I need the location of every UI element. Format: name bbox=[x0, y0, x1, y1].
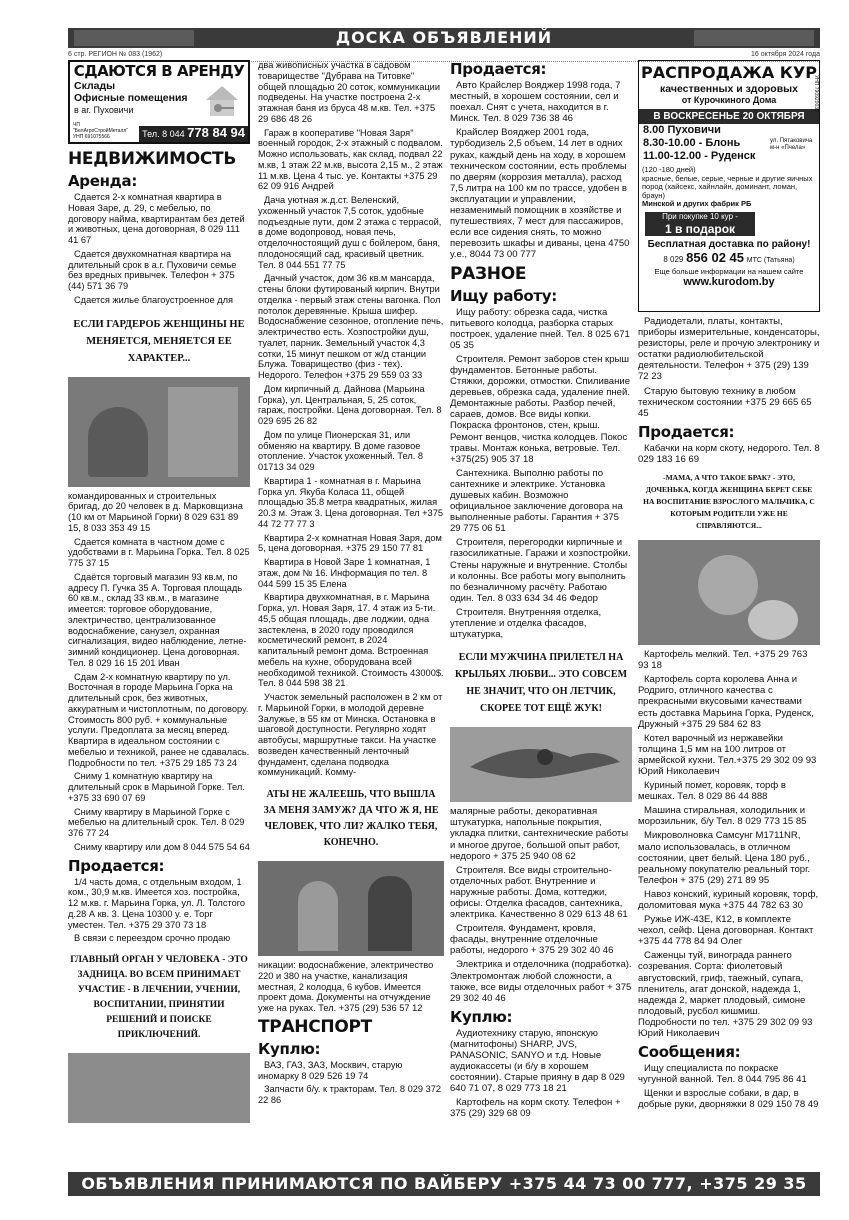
chicken-ad-phone: 856 02 45 bbox=[686, 249, 744, 265]
column-4 bbox=[638, 60, 820, 1138]
ad-item: Радиодетали, платы, контакты, приборы измерительные, конденсаторы, резисторы, реле и прочую электронику и остатки радиолюбительской деятельности. Телефон + 375 (29) 139 72 23 bbox=[638, 316, 820, 383]
chicken-ad-gift: 1 в подарок bbox=[664, 221, 736, 236]
promo-quote: ЕСЛИ ГАРДЕРОБ ЖЕНЩИНЫ НЕ МЕНЯЕТСЯ, МЕНЯЕТСЯ ЕЕ ХАРАКТЕР... bbox=[73, 318, 245, 364]
issue-number: 6 стр. РЕГИОН № 083 (1962) bbox=[68, 51, 163, 58]
ad-item: Сдается комната в частном доме с удобствами в г. Марьина Горка. Тел. 8 025 775 37 15 bbox=[68, 536, 250, 568]
ad-item: Ищу специалиста по покраске чугунной ванной. Тел. 8 044 795 86 41 bbox=[638, 1063, 807, 1086]
photo-mother-baby bbox=[638, 540, 820, 645]
ad-item: 1/4 часть дома, с отдельным входом, 1 ком., 30,9 м.кв. Имеется хоз. постройка, 12 м.кв. г. Марьина Горка, ул. Л. Толстого д.28 А кв. 3. Цена 10300 у. е. Торг уместен. Тел. +375 29 370 73 18 bbox=[68, 876, 246, 930]
chicken-ad-phone-prefix: 8 029 bbox=[663, 254, 684, 264]
section-title: ДОСКА ОБЪЯВЛЕНИЙ bbox=[68, 28, 820, 48]
ad-item: Крайслер Вояджер 2001 года, турбодизель 2,5 объем, 14 лет в одних руках, каждый день на ходу, в хорошем техническом состоянии, есть проблемы по дверям (коррозия металла), расход 7,5 литра на 100 км по трассе, удобен в эксплуатации и управлении, незаменимый помощник в хозяйстве и путешествиях, 7 мест для пассажиров, если все сидения снять, то можно перевозить шкафы и диваны, цена 4750 у.е., 8044 73 00 777 bbox=[450, 127, 630, 261]
chicken-ad-subtitle: качественных и здоровых bbox=[660, 83, 798, 95]
ad-item: Саженцы туй, винограда раннего созревания. Сорта: фиолетовый августовский, гриф, таежный, супага, пленитель, агат донской, надежда 1, надежда 2, маркет плодовый, симоне плодовый, русбол кишмиш. Подробности по тел. +375 29 302 09 93 Юрий Николаевич bbox=[638, 950, 813, 1040]
promo-quote: ГЛАВНЫЙ ОРГАН У ЧЕЛОВЕКА - ЭТО ЗАДНИЦА. ВО ВСЕМ ПРИНИМАЕТ УЧАСТИЕ - В ЛЕЧЕНИИ, УЧЕНИИ, ВОСПИТАНИИ, ПРИНЯТИИ РЕШЕНИЙ И ПОИСКЕ ПРИКЛЮЧЕНИЙ. bbox=[70, 955, 248, 1040]
chicken-ad-phone-suffix: МТС (Татьяна) bbox=[746, 256, 795, 264]
ad-item: Сдается 2-х комнатная квартира в Новая Заре, д. 29, с мебелью, по договору найма, квартирантам без детей и животных, цена договорная, 8 029 111 41 67 bbox=[68, 192, 245, 245]
key-house-icon bbox=[202, 82, 242, 118]
ad-item: Строителя. Ремонт заборов стен крыш фундаментов. Бетонные работы. Стяжки, дорожки, отмостки. Спиливание деревьев, обрезка сада, удаление пней. Демонтажные работы. Разбор печей, сараев, домов. Все виды копки. Покраска фронтонов, стен, крыш. Ремонт венцов, чистка колодцев. Покос травы. Монтаж конька, ветровые. Тел. +375(25) 905 37 18 bbox=[450, 353, 631, 465]
ad-item: ВАЗ, ГАЗ, ЗАЗ, Москвич, старую иномарку 8 029 526 19 74 bbox=[258, 1059, 403, 1081]
subheading: Продается: bbox=[68, 856, 165, 875]
ad-item: Сдам 2-х комнатную квартиру по ул. Восточная в городе Марьина Горка на длительный срок, без животных, аккуратным и чистоплотным, по договору. Стоимость 800 руб. + коммунальные услуги. Предоплата за месяц вперед. Квартира в идеальном состоянии с мебелью и техникой, ранее не сдавалась. Подробности по тел. +375 29 185 73 24 bbox=[68, 671, 250, 768]
chicken-ad-gift-box bbox=[645, 212, 755, 236]
ad-item: Строителя, перегородки кирпичные и газосиликатные. Гаражи и хозпостройки. Стены наружные и внутренние. Столбы и колонны. Все работы могу выполнить по безналичному расчёту. Работаю один. Тел. 8 033 634 34 46 Федор bbox=[450, 537, 631, 604]
rent-ad bbox=[68, 60, 250, 144]
ad-item: Котел варочный из нержавейки толщина 1,5 мм на 100 литров от армейской кухни. Тел.+375 29 302 09 93 Юрий Николаевич bbox=[638, 732, 817, 777]
chicken-ad-schedule: 8.30-10.00 - Блонь bbox=[643, 137, 741, 149]
rent-ad-tel-prefix: Тел. 8 044 bbox=[142, 129, 185, 140]
section-heading: РАЗНОЕ bbox=[450, 263, 527, 284]
footer-banner: ОБЪЯВЛЕНИЯ ПРИНИМАЮТСЯ ПО ВАЙБЕРУ +375 44 73 00 777, +375 29 35 53 005 bbox=[68, 1172, 820, 1196]
chicken-ad-age: (120 -180 дней) bbox=[642, 165, 696, 174]
column-3 bbox=[450, 60, 632, 1138]
photo-couple-tv bbox=[258, 861, 444, 956]
ad-item: Строителя. Все виды строительно-отделочных работ. Внутренние и наружные работы. Дома, коттеджи, офисы. Отделка фасадов, сантехника, электрика. Качественно 8 029 613 48 61 bbox=[450, 864, 628, 921]
subheading: Ищу работу: bbox=[450, 286, 557, 305]
ad-item: Сантехника. Выполню работы по сантехнике и электрике. Установка душевых кабин. Возможно официальное заключение договора на выполненные работы. Гарантия + 375 29 775 06 51 bbox=[450, 467, 623, 535]
rent-ad-tel-number: 778 84 94 bbox=[187, 125, 245, 141]
photo-couple bbox=[68, 1053, 250, 1123]
ad-item: В связи с переездом срочно продаю bbox=[74, 933, 231, 944]
photo-wardrobe bbox=[68, 377, 250, 487]
ad-item: Квартира в Новой Заре 1 комнатная, 1 этаж, дом № 16. Информация по тел. 8 044 599 15 35 Елена bbox=[258, 557, 431, 589]
ad-item: Сниму 1 комнатную квартиру на длительный срок в Марьиной Горке. Тел. +375 33 690 07 69 bbox=[68, 771, 245, 803]
chicken-sale-ad bbox=[638, 60, 820, 312]
rent-ad-company: ЧП "БелАгроСтройМеталл" УНП 691075566 bbox=[73, 122, 129, 140]
rent-ad-item: Склады bbox=[74, 80, 116, 92]
chicken-ad-schedule: 8.00 Пуховичи bbox=[643, 124, 721, 136]
ad-item: Ружье ИЖ-43Е, К12, в комплекте чехол, сейф. Цена договорная. Контакт +375 44 778 84 94 Олег bbox=[638, 914, 814, 948]
subheading: Аренда: bbox=[68, 172, 138, 190]
ad-item: Сниму квартиру в Марьиной Горке с мебелью на длительный срок. Тел. 8 029 376 77 24 bbox=[68, 806, 245, 838]
promo-quote: ЕСЛИ МУЖЧИНА ПРИЛЕТЕЛ НА КРЫЛЬЯХ ЛЮБВИ... ЭТО СОВСЕМ НЕ ЗНАЧИТ, ЧТО ОН ЛЕТЧИК, СКОРЕЕ ТОТ ЕЩЁ ЖУК! bbox=[454, 652, 628, 715]
ad-item: Квартира 2-х комнатная Новая Заря, дом 5, цена договорная. +375 29 150 77 81 bbox=[258, 532, 442, 554]
ad-item: Ищу работу: обрезка сада, чистка питьевого колодца, разборка старых построек, удаление пней. Тел. 8 025 671 05 35 bbox=[450, 306, 630, 351]
ad-item: Старую бытовую технику в любом техническом состоянии +375 29 665 65 45 bbox=[638, 385, 812, 419]
column-1 bbox=[68, 60, 250, 1138]
ad-item: Гараж в кооперативе "Новая Заря" военный городок, 2-х этажный с подвалом. Можно использовать, как склад, подвал 22 м.кв, 1 этаж 22 м.кв, высота 2,15 м., 2 этаж 11 м.кв. Цена 4 тыс. уе. Контакты +375 29 62 09 916 Андрей bbox=[258, 127, 443, 192]
chicken-ad-from: от Курочкиного Дома bbox=[681, 95, 777, 105]
subheading: Сообщения: bbox=[638, 1043, 741, 1062]
chicken-ad-more: Еще больше информации на нашем сайте bbox=[654, 266, 804, 276]
chicken-ad-schedule: 11.00-12.00 - Руденск bbox=[643, 150, 756, 162]
rent-ad-item: в аг. Пуховичи bbox=[74, 105, 134, 115]
ad-item: Машина стиральная, холодильник и морозильник, б/у Тел. 8 029 773 15 85 bbox=[638, 805, 807, 828]
ad-item: Навоз конский, куриный коровяк, торф, доломитовая мука +375 44 782 63 30 bbox=[638, 888, 819, 911]
chicken-ad-site[interactable]: www.kurodom.by bbox=[683, 275, 775, 288]
ad-item: Кабачки на корм скоту, недорого. Тел. 8 029 183 16 69 bbox=[638, 442, 820, 465]
promo-quote: АТЫ НЕ ЖАЛЕЕШЬ, ЧТО ВЫШЛА ЗА МЕНЯ ЗАМУЖ? ДА ЧТО Ж Я, НЕ ЧЕЛОВЕК, ЧТО ЛИ? ЖАЛКО ТЕБЯ, КОНЕЧНО. bbox=[263, 789, 439, 848]
ad-item: Дом по улице Пионерская 31, или обменяю на квартиру. В доме газовое отопление. Участок ухоженный. Тел. 8 01713 34 029 bbox=[258, 429, 424, 472]
section-heading: НЕДВИЖИМОСТЬ bbox=[68, 149, 237, 169]
ad-item: Дачный участок, дом 36 кв.м мансарда, стены блоки футированый кирпич. Внутри отделка - первый этаж стены вагонка. Пол потолок деревянные. Крыша шифер. Водоснабжение сезонное, отопление печь, электричество есть. Хозпостройки душ, туалет, парник. Земельный участок 4,3 сотки, 15 минут пешком от ж/д станции Блужа. Товарищество (физ - тех). Недорого. Телефон +375 29 559 03 33 bbox=[258, 273, 444, 380]
ad-item: Участок земельный расположен в 2 км от г. Марьиной Горки, в молодой деревне Залужье, в 55 км от Минска. Остановка в шаговой доступности. Регулярно ходят автобусы, маршрутные такси. На участке возведен качественный ленточный фундамент, сделана подводка коммуникаций. Комму- bbox=[258, 692, 443, 778]
ad-item: Микроволновка Самсунг М1711NR, мало использовалась, в отличном состоянии, цвет белый. Цена 180 руб., реальному покупателю реальный торг. Телефон + 375 (29) 271 89 95 bbox=[638, 830, 811, 886]
ad-item: командированных и строительных бригад, до 20 человек в д. Марковщизна (10 км от Марьиной Горки) 8 029 631 89 15, 8 033 353 49 15 bbox=[68, 490, 243, 533]
ad-item: Сниму квартиру или дом 8 044 575 54 64 bbox=[74, 841, 250, 852]
ad-item: малярные работы, декоративная штукатурка, напольные покрытия, укладка плитки, сантехнические работы и многое другое, большой опыт работ, недорого + 375 25 940 08 62 bbox=[450, 806, 629, 862]
chicken-ad-address: ул. Пятаковича м-н «Пчела» bbox=[770, 138, 813, 151]
chicken-ad-gift-line: При покупке 10 кур - bbox=[662, 211, 738, 221]
ad-item: Дом кирпичный д. Дайнова (Марьина Горка), ул. Центральная, 5, 25 соток, гараж, постройки. Цена договорная. Тел. 8 029 695 26 82 bbox=[258, 383, 442, 426]
ad-item: Строителя. Фундамент, кровля, фасады, внутренние отделочные работы, недорого + 375 29 302 40 46 bbox=[450, 923, 614, 957]
issue-date: 16 октября 2024 года bbox=[751, 51, 820, 58]
ad-item: Электрика и отделочника (подработка). Электромонтаж любой сложности, а также, все виды отделочных работ + 375 29 302 40 46 bbox=[450, 959, 632, 1004]
promo-quote: -МАМА, А ЧТО ТАКОЕ БРАК? - ЭТО, ДОЧЕНЬКА, КОГДА ЖЕНЩИНА БЕРЕТ СЕБЕ НА ВОСПИТАНИЕ ВЗРОСЛОГО МАЛЬЧИКА, С КОТОРЫМ РОДИТЕЛИ УЖЕ НЕ СПРАВЛЯЮТСЯ... bbox=[643, 473, 815, 531]
photo-bird-rider bbox=[450, 727, 632, 802]
ad-item: Картофель мелкий. Тел. +375 29 763 93 18 bbox=[638, 649, 808, 672]
chicken-ad-farms: Минской и других фабрик РБ bbox=[642, 199, 752, 208]
subheading: Куплю: bbox=[450, 1007, 513, 1026]
ad-item: два живописных участка в садовом товариществе "Дубрава на Титовке" общей площадью 20 соток, коммуникации подведены. На участке построена 2-х этажная баня из бруса 48 м.кв. Тел. +375 29 686 48 26 bbox=[258, 60, 441, 124]
ad-item: Запчасти б/у. к тракторам. Тел. 8 029 372 22 86 bbox=[258, 1084, 442, 1105]
ad-item: Сдаётся торговый магазин 93 кв.м, по адресу П. Гучка 35 А. Торговая площадь 60 кв.м., склад 33 кв.м., в магазине имеется: торговое оборудование, электричество, централизованное водоснабжение, санузел, охранная сигнализация, видео наблюдение, летне-зимний кондиционер. Цена договорная. Тел. 8 029 16 15 201 Иван bbox=[68, 571, 247, 668]
section-heading: ТРАНСПОРТ bbox=[258, 1016, 372, 1037]
ad-item: Картофель сорта королева Анна и Родриго, отличного качества с прекрасными вкусовыми качествами есть доставка Марьина Горка, Руденск, Дружный +375 29 584 62 83 bbox=[638, 674, 814, 730]
ad-item: Аудиотехнику старую, японскую (магнитофоны) SHARP, JVS, PANASONIC, SANYO и т.д. Новые аудиокассеты (и б/у в хорошем состоянии). Старые прияну в дар 8 029 640 71 07, 8 029 773 18 21 bbox=[450, 1027, 625, 1095]
chicken-ad-title: РАСПРОДАЖА КУР bbox=[641, 63, 817, 82]
rent-ad-title: СДАЮТСЯ В АРЕНДУ bbox=[73, 62, 245, 80]
ad-item: Сдается двухкомнатная квартира на длительный срок в а.г. Пуховичи семье без вредных привычек. Телефон + 375 (44) 571 36 79 bbox=[68, 248, 237, 291]
ad-item: Квартира двухкомнатная, в г. Марьина Горка, ул. Новая Заря, 17. 4 этаж из 5-ти. 45,5 общая площадь, две лоджии, одна застеклена, в 2020 году проводился косметический ремонт, в 2024 капитальный ремонт дома. Встроенная мебель на кухне, оборудована всей необходимой техникой. Стоимость 43000$. Тел. 8 044 598 38 21 bbox=[258, 592, 444, 689]
ad-item: Куриный помет, коровяк, торф в мешках. Тел. 8 029 86 44 888 bbox=[638, 780, 786, 803]
ad-item: Строителя. Внутренняя отделка, утепление и отделка фасадов, штукатурка, bbox=[450, 606, 602, 641]
subheading: Куплю: bbox=[258, 1039, 321, 1058]
ad-item: никации: водоснабжение, электричество 220 и 380 на участке, канализация местная, 2 колодца, 6 кубов. Имеется проект дома. Документы на отчуждение уже на руках. Тел. +375 (29) 536 57 12 bbox=[258, 960, 434, 1013]
ad-item: Дача уютная ж.д.ст. Веленский, ухоженный участок 7,5 соток, удобные подъездные пути, дом 2 этажа с террасой, в доме водопровод, новая печь, отделочностоящий душ с бойлером, баня, плодоносящий сад, красивый цветник. Тел. 8 044 551 77 75 bbox=[258, 195, 442, 270]
ad-item: Сдается жилье благоустроенное для bbox=[74, 294, 234, 305]
chicken-ad-delivery: Бесплатная доставка по району! bbox=[647, 238, 811, 250]
chicken-ad-side-note: УНП 790920035 bbox=[813, 75, 819, 112]
ad-item: Квартира 1 - комнатная в г. Марьина Горка ул. Якуба Коласа 11, общей площадью 35.8 метра квадратных, жилая 20.3 м. Этаж 3. Цена договорная. Тел +375 44 72 77 77 3 bbox=[258, 475, 443, 529]
ad-item: Картофель на корм скоту. Телефон + 375 (29) 329 68 09 bbox=[450, 1097, 621, 1120]
rent-ad-item: Офисные помещения bbox=[74, 92, 188, 104]
ad-item: Авто Крайслер Вояджер 1998 года, 7 местный, в хорошем состоянии, сел и поехал. Снят с учета, находится в г. Минск. Тел. 8 029 736 38 46 bbox=[450, 80, 621, 125]
ad-item: Щенки и взрослые собаки, в дар, в добрые руки, дворняжки 8 029 150 78 49 bbox=[638, 1088, 819, 1111]
chicken-ad-breeds: красные, белые, серые, черные и другие яичных пород (хайсекс, хайнлайн, доминант, ломан, браун) bbox=[642, 173, 813, 200]
subheading: Продается: bbox=[450, 60, 547, 78]
subheading: Продается: bbox=[638, 422, 735, 441]
chicken-ad-day: В ВОСКРЕСЕНЬЕ 20 ОКТЯБРЯ bbox=[639, 109, 819, 124]
stork-illustration bbox=[450, 727, 632, 802]
column-2 bbox=[258, 60, 444, 1138]
